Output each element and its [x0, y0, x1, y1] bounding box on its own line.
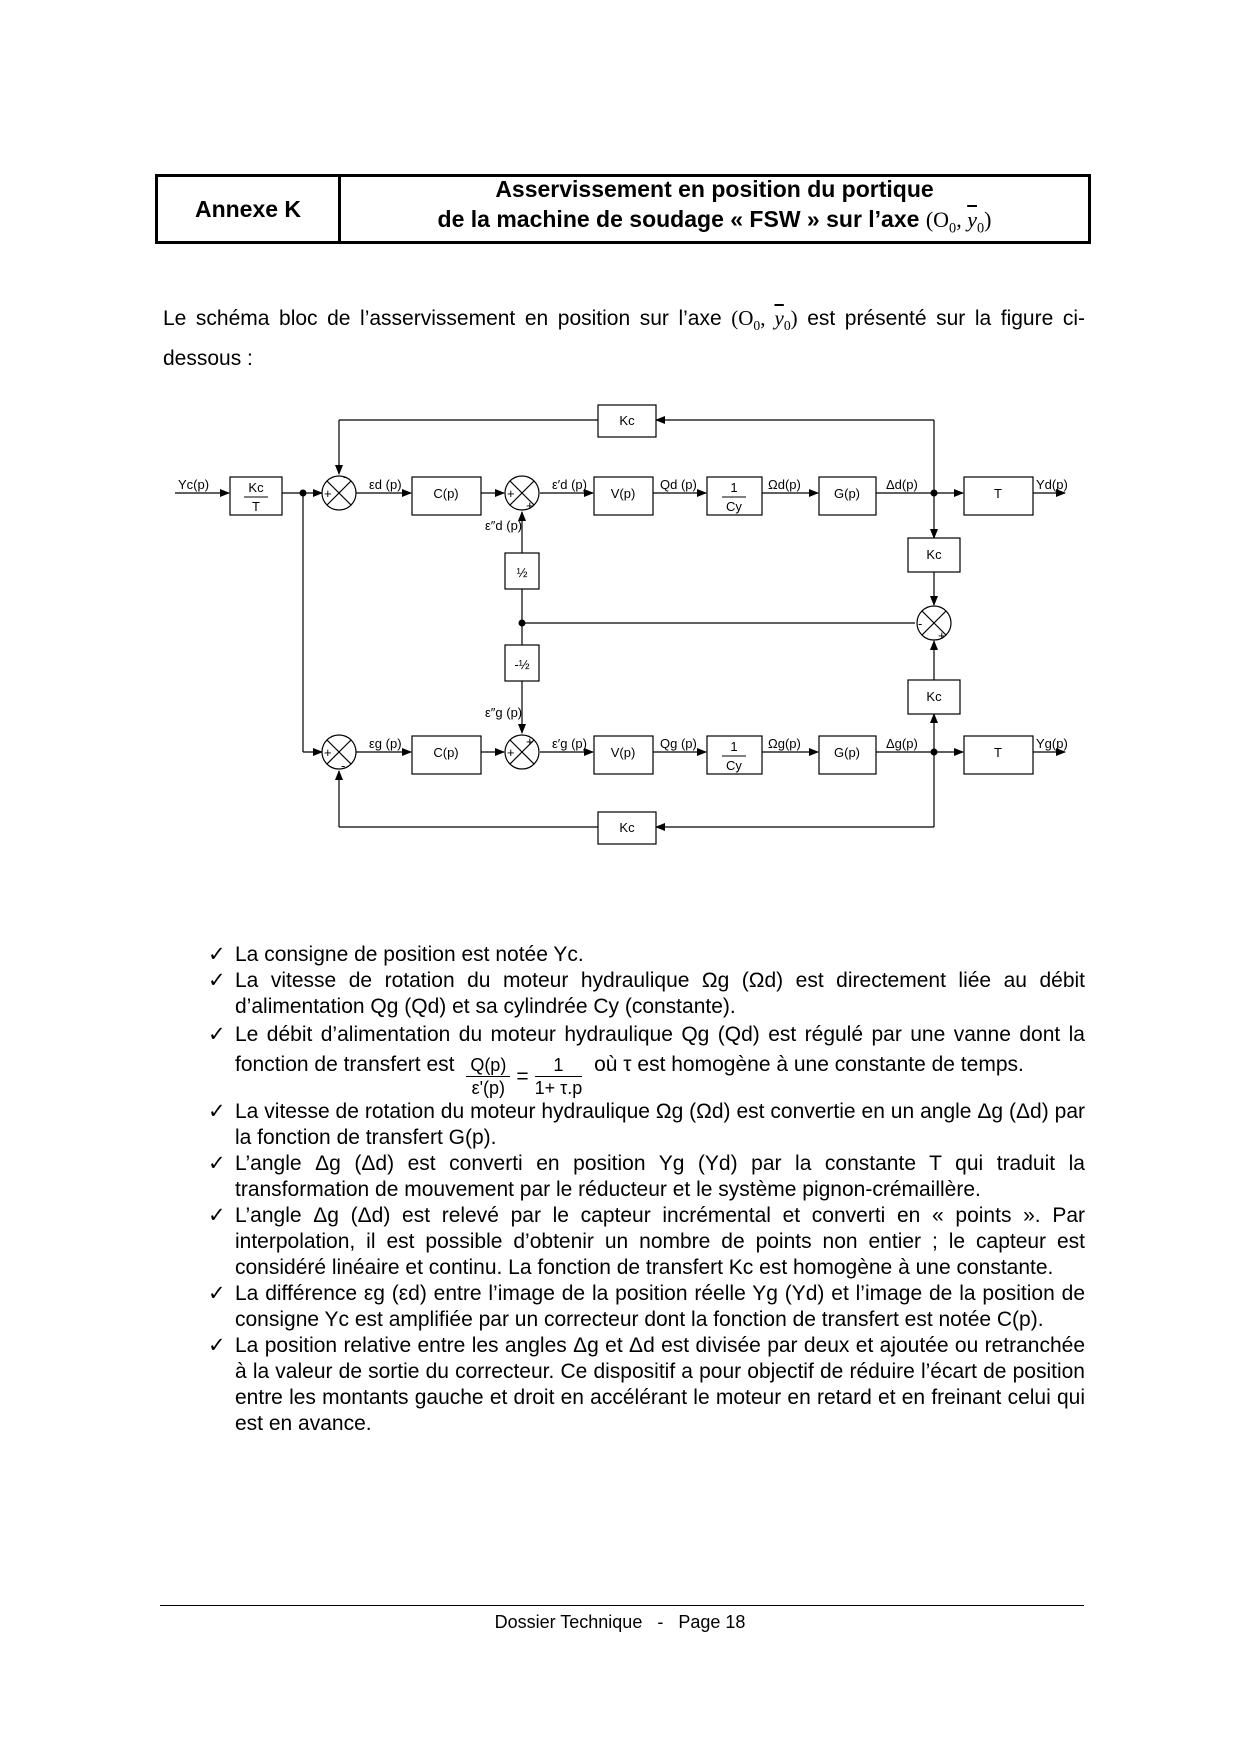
check-icon: ✓ — [208, 969, 226, 992]
label-neg-half: -½ — [514, 657, 530, 672]
signal-omega-g: Ωg(p) — [768, 736, 801, 751]
bullet-list — [208, 942, 1085, 1437]
intro-text-a: Le schéma bloc de l’asservissement en position sur l’axe — [163, 307, 722, 330]
sign-plus: + — [507, 745, 515, 760]
signal-qg: Qg (p) — [660, 736, 697, 751]
label-half: ½ — [516, 565, 528, 580]
label-1cy-bottom-num: 1 — [730, 739, 738, 754]
check-icon: ✓ — [208, 1334, 226, 1357]
bullet-item: ✓ Le débit d’alimentation du moteur hydraulique Qg (Qd) est régulé par une vanne dont la fonction de transfert est $\frac{Q(p)}{\varepsilon'(p)}$ = $\frac{1}{1+ \tau.p}$ où τ est homogène à une constante de temps. — [208, 1020, 1085, 1099]
label-g-bottom: G(p) — [834, 745, 860, 760]
bullet-item: ✓ La position relative entre les angles Δg et Δd est divisée par deux et ajoutée ou retranchée à la valeur de sortie du correcteur. Ce dispositif a pour objectif de réduire l’écart de position entre les montants gauche et droit en accélérant le moteur en retard et en freinant celui qui est en avance. — [208, 1334, 1085, 1435]
annex-title — [341, 177, 1088, 241]
check-icon: ✓ — [208, 1152, 226, 1175]
annex-label: Annexe K — [158, 177, 341, 241]
signal-eps-g: εg (p) — [369, 736, 402, 751]
sign-plus: + — [526, 734, 534, 749]
label-kc-feedback-bottom: Kc — [619, 820, 635, 835]
sign-plus: + — [324, 745, 332, 760]
bullet-item: ✓ La vitesse de rotation du moteur hydraulique Ωg (Ωd) est convertie en un angle Δg (Δd) par la fonction de transfert G(p). — [208, 1100, 1085, 1149]
sign-minus: - — [918, 616, 923, 631]
signal-delta-d: Δd(p) — [886, 477, 918, 492]
intro-text-b: est présenté sur la figure ci-dessous : — [163, 307, 1086, 371]
signal-eps-g-second: ε″g (p) — [485, 705, 523, 720]
bullet-item: ✓ La différence εg (εd) entre l’image de la position réelle Yg (Yd) et l’image de la position de consigne Yc est amplifiée par un correcteur dont la fonction de transfert est notée C(p). — [208, 1282, 1085, 1331]
bullet-item: ✓ La vitesse de rotation du moteur hydraulique Ωg (Ωd) est directement liée au débit d’alimentation Qg (Qd) et sa cylindrée Cy (constante). — [208, 969, 1085, 1018]
junction-dot — [931, 490, 938, 497]
sign-plus: + — [324, 486, 332, 501]
axis-notation: ($O_0$, $\overline{y}_0$) — [925, 207, 992, 237]
annex-header — [155, 174, 1091, 244]
label-kc-right-top: Kc — [926, 547, 942, 562]
title-line-2 — [438, 204, 992, 243]
signal-yd: Yd(p) — [1036, 477, 1068, 492]
signal-eps-d-prime: ε′d (p) — [552, 477, 587, 492]
sign-plus: + — [526, 498, 534, 513]
signal-eps-d: εd (p) — [369, 477, 402, 492]
label-t-bottom: T — [994, 745, 1002, 760]
junction-dot — [300, 490, 307, 497]
label-c-bottom: C(p) — [433, 745, 459, 760]
sign-minus: - — [343, 469, 348, 484]
signal-yc: Yc(p) — [178, 477, 210, 492]
footer-rule — [160, 1605, 1084, 1606]
label-kc-right-bottom: Kc — [926, 689, 942, 704]
block-diagram — [155, 395, 1085, 855]
label-g-top: G(p) — [834, 486, 860, 501]
signal-yg: Yg(p) — [1036, 736, 1068, 751]
bullet-item: ✓ La consigne de position est notée Yc. — [208, 943, 584, 966]
label-kc-t-den: T — [252, 499, 260, 514]
label-1cy-top-den: Cy — [726, 499, 742, 514]
check-icon: ✓ — [208, 1023, 226, 1046]
title-line-2-text: de la machine de soudage « FSW » sur l’axe — [437, 206, 920, 233]
junction-dot — [931, 749, 938, 756]
label-kc-t-num: Kc — [248, 480, 264, 495]
signal-delta-g: Δg(p) — [886, 736, 918, 751]
page-footer: Dossier Technique - Page 18 — [494, 1612, 746, 1632]
bullet-item: ✓ L’angle Δg (Δd) est converti en position Yg (Yd) par la constante T qui traduit la transformation de mouvement par le réducteur et le système pignon-crémaillère. — [208, 1152, 1085, 1201]
label-v-bottom: V(p) — [610, 745, 636, 760]
label-v-top: V(p) — [610, 486, 636, 501]
check-icon: ✓ — [208, 1204, 226, 1227]
bullet-item: ✓ L’angle Δg (Δd) est relevé par le capteur incrémental et converti en « points ». Par interpolation, il est possible d’obtenir un nombre de points non entier ; le capteur est considéré linéaire et continu. La fonction de transfert Kc est homogène à une constante. — [208, 1204, 1085, 1279]
sign-plus: + — [507, 486, 515, 501]
title-line-1: Asservissement en position du portique — [495, 176, 934, 203]
signal-eps-d-second: ε″d (p) — [485, 518, 523, 533]
intro-paragraph — [163, 302, 1085, 375]
check-icon: ✓ — [208, 1282, 226, 1305]
label-kc-feedback-top: Kc — [619, 413, 635, 428]
intro-axis: ($O_0$, $\overline{y}_0$) — [731, 306, 798, 334]
transfer-function-formula: $\frac{Q(p)}{\varepsilon'(p)}$ = $\frac{1}{1+ \tau.p}$ — [460, 1054, 588, 1099]
signal-eps-g-prime: ε′g (p) — [552, 736, 587, 751]
check-icon: ✓ — [208, 943, 226, 966]
check-icon: ✓ — [208, 1100, 226, 1123]
signal-omega-d: Ωd(p) — [768, 477, 801, 492]
label-t-top: T — [994, 486, 1002, 501]
junction-dot — [519, 620, 526, 627]
signal-qd: Qd (p) — [660, 477, 697, 492]
label-1cy-top-num: 1 — [730, 480, 738, 495]
label-1cy-bottom-den: Cy — [726, 758, 742, 773]
sign-minus: - — [341, 758, 346, 773]
label-c-top: C(p) — [433, 486, 459, 501]
sign-plus: + — [938, 628, 946, 643]
